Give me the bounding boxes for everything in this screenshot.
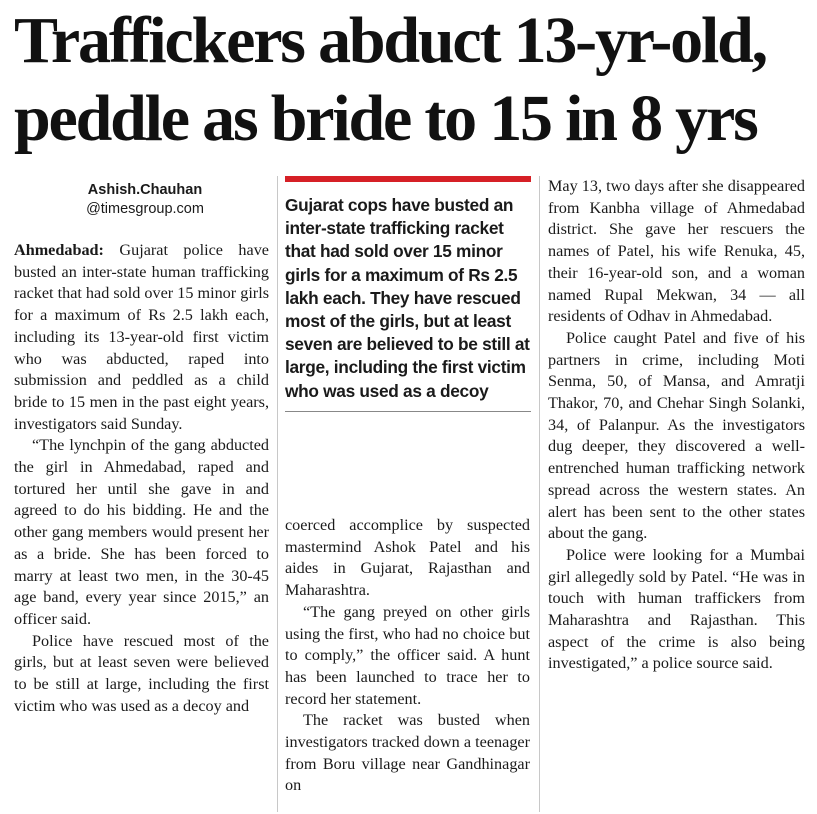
paragraph: Police were looking for a Mumbai girl allegedly sold by Patel. “He was in touch with human traffickers from Maharashtra and Rajasthan. This aspect of the crime is also being investigated,” a police source said. <box>548 545 805 673</box>
paragraph: The racket was busted when investigators tracked down a teenager from Boru village near Gandhinagar on <box>285 711 530 795</box>
paragraph: Police caught Patel and five of his partners in crime, including Moti Senma, 50, of Mansa, and Amratji Thakor, 70, and Chehar Singh Solanki, 34, of Palanpur. As the investigators dug deeper, they discovered a well-entrenched human trafficking network spread across the western states. An alert has been sent to the other states about the gang. <box>548 328 805 543</box>
column-divider <box>539 176 540 812</box>
article-column-2 <box>285 515 530 797</box>
paragraph: May 13, two days after she disappeared from Kanbha village of Ahmedabad district. She gave her rescuers the names of Patel, his wife Renuka, 45, their 16-year-old son, and a woman named Rupal Mekwan, 34 — all residents of Odhav in Ahmedabad. <box>548 177 805 326</box>
pull-quote <box>285 176 531 412</box>
pull-quote-bottom-rule <box>285 411 531 412</box>
dateline: Ahmedabad: <box>14 241 104 259</box>
byline-email: @timesgroup.com <box>86 201 204 217</box>
paragraph: Police have rescued most of the girls, but at least seven were believed to be still at large, including the first victim who was used as a decoy and <box>14 631 269 715</box>
paragraph: “The gang preyed on other girls using the first, who had no choice but to comply,” the officer said. A hunt has been launched to trace her to record her statement. <box>285 602 530 708</box>
column-divider <box>277 176 278 812</box>
headline-line-1: Traffickers abduct 13-yr-old, <box>14 4 766 77</box>
pull-quote-text: Gujarat cops have busted an inter-state trafficking racket that had sold over 15 minor girls for a maximum of Rs 2.5 lakh each. They have rescued most of the girls, but at least seven are believed to be still at large, including the first victim who was used as a decoy <box>285 195 530 401</box>
paragraph: coerced accomplice by suspected mastermind Ashok Patel and his aides in Gujarat, Rajasthan and Maharashtra. <box>285 516 530 600</box>
paragraph <box>14 240 269 435</box>
pull-quote-red-rule <box>285 176 531 182</box>
paragraph: “The lynchpin of the gang abducted the girl in Ahmedabad, raped and tortured her until she gave in and agreed to do his bidding. He and the other gang members would present her as a bride. She has been forced to marry at least two men, in the 30-45 age band, every year since 2015,” an officer said. <box>14 436 269 628</box>
byline <box>70 181 220 219</box>
article-column-1 <box>14 240 269 717</box>
headline <box>14 2 804 158</box>
headline-line-2: peddle as bride to 15 in 8 yrs <box>14 82 757 155</box>
article-column-3 <box>548 176 805 675</box>
byline-author: Ashish.Chauhan <box>87 182 203 198</box>
paragraph-text: Gujarat police have busted an inter-state human trafficking racket that had sold over 15 minor girls for a maximum of Rs 2.5 lakh each, including its 13-year-old first victim who was abducted, raped into submission and peddled as a child bride to 15 men in the past eight years, investigators said Sunday. <box>14 241 269 433</box>
